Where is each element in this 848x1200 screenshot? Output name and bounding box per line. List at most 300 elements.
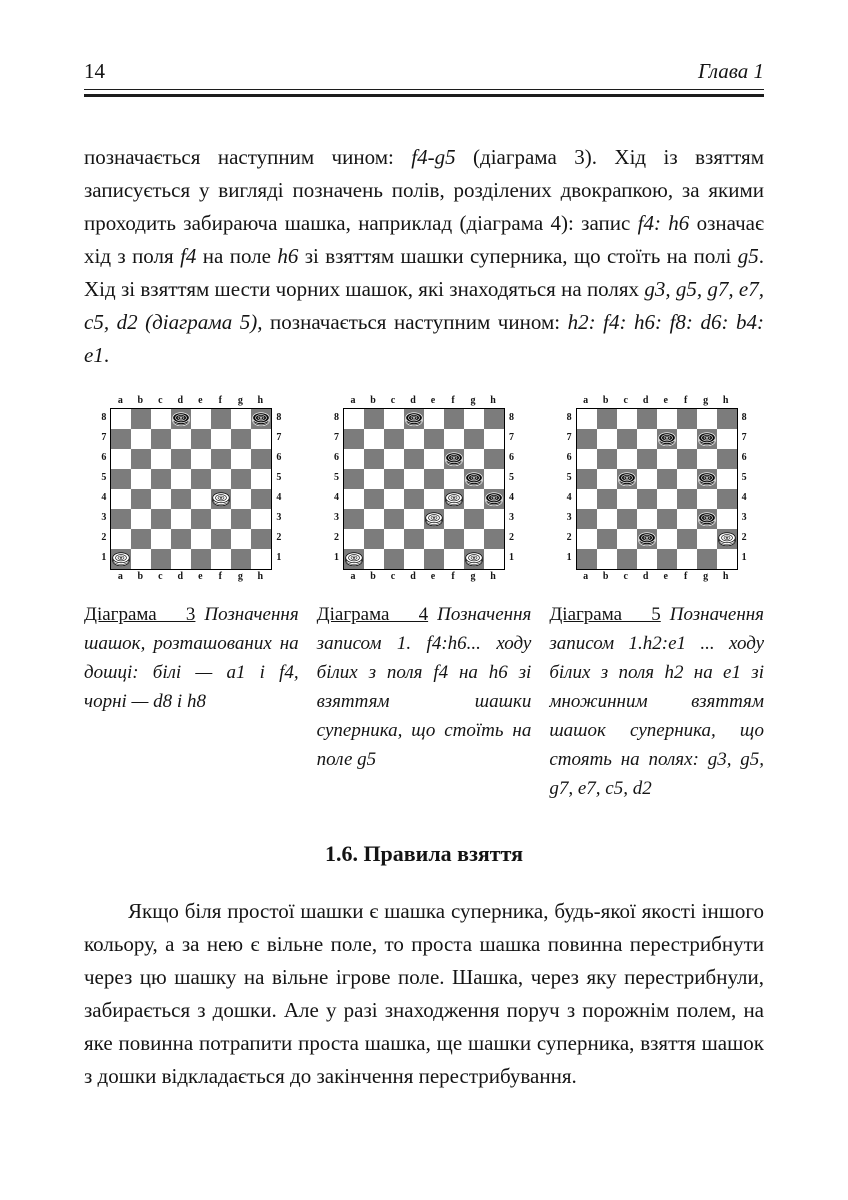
board-cell-h4 (717, 489, 737, 509)
checkers-board-4 (330, 394, 518, 584)
board-cell-e8 (191, 409, 211, 429)
diagram-column-5 (549, 394, 764, 803)
board-cell-a7 (344, 429, 364, 449)
board-cell-g4 (464, 489, 484, 509)
board-col-label-c: c (158, 395, 163, 406)
board-cell-f6 (444, 449, 464, 469)
board-cell-b1 (597, 549, 617, 569)
board-cell-h4 (251, 489, 271, 509)
board-col-labels (330, 570, 518, 584)
board-cell-d4 (404, 489, 424, 509)
checker-piece-white (111, 549, 131, 569)
board-cell-f1 (444, 549, 464, 569)
board-row-label-5: 5 (741, 472, 747, 483)
board-cell-g2 (231, 529, 251, 549)
checker-piece-white (344, 549, 364, 569)
board-col-label-g: g (703, 571, 709, 582)
board-corner (97, 394, 110, 408)
board-cell-f2 (211, 529, 231, 549)
diagram-caption-text-3: Позначення шашок, розташованих на дошці: білі — a1 і f4, чорні — d8 і h8 (84, 604, 299, 712)
board-cell-f4 (677, 489, 697, 509)
board-cell-f7 (677, 429, 697, 449)
board-cell-f2 (444, 529, 464, 549)
board-cell-f8 (444, 409, 464, 429)
board-cell-h8 (251, 409, 271, 429)
board-col-label-f: f (451, 395, 455, 406)
board-cell-d3 (171, 509, 191, 529)
board-cell-f6 (211, 449, 231, 469)
diagram-caption-text-4: Позначення записом 1. f4:h6... ходу білих з поля f4 на h6 зі взяттям шашки суперника, що стоїть на поле g5 (316, 604, 532, 770)
board-col-label-b: b (137, 571, 144, 582)
board-cell-h2 (717, 529, 737, 549)
board-row-label-6: 6 (509, 452, 514, 463)
text-run: . (103, 343, 110, 367)
board-cell-d4 (637, 489, 657, 509)
board-cell-g4 (697, 489, 717, 509)
board-col-label-c: c (158, 571, 163, 582)
checker-piece-black (697, 509, 717, 529)
board-row-label-7: 7 (566, 432, 572, 443)
board-col-label-b: b (602, 395, 609, 406)
diagram-column-3 (84, 394, 299, 803)
board-row-label-8: 8 (101, 412, 107, 423)
board-cell-b2 (131, 529, 151, 549)
board-cell-a2 (344, 529, 364, 549)
board-cell-f3 (677, 509, 697, 529)
board-cell-c2 (384, 529, 404, 549)
board-row-label-8: 8 (276, 412, 282, 423)
board-cell-g6 (697, 449, 717, 469)
board-col-label-b: b (370, 571, 376, 582)
board-cell-g4 (231, 489, 251, 509)
board-cell-h3 (484, 509, 504, 529)
board-cell-e1 (657, 549, 677, 569)
board-cell-d5 (404, 469, 424, 489)
board-cell-e4 (191, 489, 211, 509)
board-col-label-b: b (137, 395, 144, 406)
board-col-labels (97, 570, 285, 584)
board-cell-e5 (424, 469, 444, 489)
board-cell-h2 (251, 529, 271, 549)
board-col-label-a: a (117, 395, 123, 406)
board-cell-d5 (171, 469, 191, 489)
board-middle (97, 408, 285, 570)
board-cell-e3 (424, 509, 444, 529)
board-middle (330, 408, 518, 570)
checker-piece-white (211, 489, 231, 509)
board-row-label-1: 1 (741, 552, 747, 563)
board-rank-3 (577, 509, 737, 529)
text-run: f4-g5 (411, 145, 456, 169)
board-cell-h1 (484, 549, 504, 569)
board-col-label-e: e (663, 571, 668, 582)
text-run: на поле (196, 244, 278, 268)
board-col-label-g: g (470, 571, 476, 582)
board-cell-a4 (111, 489, 131, 509)
board-cell-f4 (211, 489, 231, 509)
board-cell-c6 (151, 449, 171, 469)
board-cell-g6 (231, 449, 251, 469)
board-cell-g5 (231, 469, 251, 489)
board-rank-1 (577, 549, 737, 569)
text-run: зі взяттям шашки суперника, що стоїть на полі (298, 244, 738, 268)
board-cell-b4 (364, 489, 384, 509)
board-row-label-6: 6 (566, 452, 572, 463)
board-cell-c1 (617, 549, 637, 569)
board-col-label-c: c (390, 571, 396, 582)
header-rule-thick (84, 94, 764, 97)
board-cell-a6 (577, 449, 597, 469)
board-cell-a7 (111, 429, 131, 449)
board-col-label-a: a (350, 571, 356, 582)
board-corner (330, 394, 343, 408)
board-col-label-d: d (642, 395, 649, 406)
diagram-caption-text-5: Позначення записом 1.h2:e1 ... ходу білих з поля h2 на e1 зі множинним взяттям шашок суперника, що стоять на полях: g3, g5, g7, e7, c5, d2 (549, 604, 765, 799)
board-corner (503, 570, 516, 584)
diagram-label-4: Діаграма 4 (316, 604, 429, 625)
board-cell-c1 (384, 549, 404, 569)
board-col-label-e: e (663, 395, 668, 406)
board-cell-a5 (577, 469, 597, 489)
board-row-label-1: 1 (101, 552, 107, 563)
header-rule-thin (84, 89, 764, 90)
board-col-label-e: e (198, 571, 203, 582)
board-cell-d1 (637, 549, 657, 569)
diagram-caption-3 (84, 600, 299, 716)
board-row-label-1: 1 (276, 552, 282, 563)
board-cell-b4 (131, 489, 151, 509)
board-cell-d6 (637, 449, 657, 469)
board-cell-a1 (577, 549, 597, 569)
board-rank-2 (111, 529, 271, 549)
board-row-label-2: 2 (741, 532, 747, 543)
text-run: позначається наступним чином: (262, 310, 568, 334)
checker-piece-black (171, 409, 191, 429)
board-cell-c2 (151, 529, 171, 549)
board-row-label-4: 4 (741, 492, 747, 503)
board-cell-e3 (191, 509, 211, 529)
board-cell-a6 (111, 449, 131, 469)
board-row-label-3: 3 (509, 512, 514, 523)
board-cell-f8 (211, 409, 231, 429)
board-corner (736, 570, 749, 584)
board-cell-h7 (251, 429, 271, 449)
board-cell-g7 (231, 429, 251, 449)
board-col-label-h: h (722, 571, 729, 582)
page-number: 14 (84, 59, 105, 83)
board-middle (563, 408, 751, 570)
board-cell-c6 (384, 449, 404, 469)
board-cell-c7 (151, 429, 171, 449)
board-rank-1 (111, 549, 271, 569)
board-cell-e2 (191, 529, 211, 549)
board-cell-h6 (717, 449, 737, 469)
board-cell-c8 (617, 409, 637, 429)
board-col-label-f: f (684, 395, 688, 406)
board-cell-a8 (344, 409, 364, 429)
board-cell-a6 (344, 449, 364, 469)
board-row-label-3: 3 (741, 512, 747, 523)
board-cell-c3 (384, 509, 404, 529)
board-cell-f3 (211, 509, 231, 529)
board-cell-b5 (131, 469, 151, 489)
board-row-labels-left (330, 408, 343, 570)
board-cell-h6 (251, 449, 271, 469)
checker-piece-white (464, 549, 484, 569)
board-col-label-h: h (490, 395, 496, 406)
diagrams-row (84, 394, 764, 803)
paragraph-notation (84, 141, 764, 372)
board-cell-g6 (464, 449, 484, 469)
board-cell-d7 (171, 429, 191, 449)
board-rank-2 (344, 529, 504, 549)
board-cell-a3 (577, 509, 597, 529)
board-cell-h3 (717, 509, 737, 529)
board-row-label-6: 6 (741, 452, 747, 463)
board-cell-e6 (657, 449, 677, 469)
board-row-label-8: 8 (566, 412, 572, 423)
board-cell-a3 (111, 509, 131, 529)
board-cell-c5 (151, 469, 171, 489)
board-col-label-h: h (257, 395, 264, 406)
board-cell-f8 (677, 409, 697, 429)
board-col-labels (563, 570, 751, 584)
board-cell-e3 (657, 509, 677, 529)
board-col-label-g: g (237, 395, 243, 406)
board-col-label-f: f (218, 395, 222, 406)
board-cell-c3 (617, 509, 637, 529)
board-rank-5 (344, 469, 504, 489)
board-cell-b5 (597, 469, 617, 489)
board-cell-g1 (697, 549, 717, 569)
board-rank-6 (344, 449, 504, 469)
board-cell-b1 (364, 549, 384, 569)
board-cell-e2 (424, 529, 444, 549)
board-rank-6 (577, 449, 737, 469)
board-cell-f6 (677, 449, 697, 469)
board-row-label-4: 4 (334, 492, 339, 503)
board-col-labels (330, 394, 518, 408)
board-row-label-1: 1 (566, 552, 572, 563)
board-col-label-c: c (623, 395, 628, 406)
board-cell-a3 (344, 509, 364, 529)
board-col-label-g: g (703, 395, 709, 406)
board-row-label-7: 7 (741, 432, 747, 443)
board-row-label-7: 7 (101, 432, 107, 443)
board-col-label-e: e (198, 395, 203, 406)
board-cell-d3 (637, 509, 657, 529)
board-cell-b3 (131, 509, 151, 529)
board-cell-g8 (464, 409, 484, 429)
board-rank-8 (577, 409, 737, 429)
board-row-label-3: 3 (334, 512, 339, 523)
board-col-label-d: d (410, 395, 416, 406)
board-cell-f1 (211, 549, 231, 569)
board-rank-3 (111, 509, 271, 529)
checker-piece-white (444, 489, 464, 509)
section-heading: 1.6. Правила взяття (324, 841, 524, 866)
board-cell-b8 (364, 409, 384, 429)
checker-piece-black (697, 469, 717, 489)
board-cell-d3 (404, 509, 424, 529)
board-cell-d6 (171, 449, 191, 469)
board-cell-c7 (384, 429, 404, 449)
board-cell-a5 (344, 469, 364, 489)
board-cell-c7 (617, 429, 637, 449)
board-cell-e6 (191, 449, 211, 469)
board-col-labels (97, 394, 285, 408)
board-cell-g5 (464, 469, 484, 489)
board-col-label-d: d (177, 395, 184, 406)
board-corner (270, 394, 283, 408)
board-rank-3 (344, 509, 504, 529)
board-cell-g2 (464, 529, 484, 549)
board-cell-a4 (344, 489, 364, 509)
board-cell-e8 (657, 409, 677, 429)
board-rank-7 (111, 429, 271, 449)
board-row-label-2: 2 (276, 532, 282, 543)
board-cell-d5 (637, 469, 657, 489)
board-rank-8 (344, 409, 504, 429)
checkers-grid (576, 408, 738, 570)
board-cell-g8 (697, 409, 717, 429)
board-row-label-7: 7 (276, 432, 282, 443)
board-cell-b4 (597, 489, 617, 509)
board-cell-f4 (444, 489, 464, 509)
board-col-label-b: b (370, 395, 376, 406)
board-cell-e7 (657, 429, 677, 449)
board-corner (270, 570, 283, 584)
paragraph-capture-rules: Якщо біля простої шашки є шашка суперника, будь-якої якості іншого кольору, а за нею є вільне поле, то проста шашка повинна перестрибнути через цю шашку на вільне ігрове поле. Шашка, через яку перестрибнули, забирається з дошки. Але у разі знаходження поруч з порожнім полем, на яке повинна потрапити проста шашка, ще шашки суперника, взяття шашок з дошки відкладається до закінчення перестрибування. (84, 899, 764, 1088)
board-row-label-8: 8 (741, 412, 747, 423)
board-row-label-4: 4 (276, 492, 282, 503)
board-col-label-e: e (430, 395, 436, 406)
board-cell-b6 (131, 449, 151, 469)
board-rank-5 (111, 469, 271, 489)
board-cell-f3 (444, 509, 464, 529)
board-corner (736, 394, 749, 408)
board-col-label-e: e (430, 571, 436, 582)
diagram-label-5: Діаграма 5 (549, 604, 661, 625)
text-run: означає хід з поля (84, 211, 764, 268)
checker-piece-black (617, 469, 637, 489)
board-cell-h5 (251, 469, 271, 489)
diagram-column-4 (317, 394, 532, 803)
board-cell-g3 (231, 509, 251, 529)
board-col-label-h: h (490, 571, 496, 582)
board-cell-g3 (697, 509, 717, 529)
board-cell-c8 (151, 409, 171, 429)
board-cell-b6 (364, 449, 384, 469)
text-run: h2: f4: h6: f8: d6: b4: e1 (84, 310, 764, 367)
board-cell-b8 (597, 409, 617, 429)
board-cell-e4 (657, 489, 677, 509)
board-cell-b6 (597, 449, 617, 469)
board-col-label-a: a (117, 571, 123, 582)
board-row-label-3: 3 (566, 512, 572, 523)
board-cell-c1 (151, 549, 171, 569)
board-cell-d6 (404, 449, 424, 469)
text-run: f4 (180, 244, 197, 268)
board-cell-h5 (717, 469, 737, 489)
board-cell-h7 (484, 429, 504, 449)
board-cell-a1 (111, 549, 131, 569)
board-cell-b2 (597, 529, 617, 549)
board-col-labels (563, 394, 751, 408)
board-row-label-8: 8 (509, 412, 514, 423)
board-cell-e6 (424, 449, 444, 469)
board-row-label-1: 1 (509, 552, 514, 563)
board-cell-d8 (637, 409, 657, 429)
board-cell-g7 (464, 429, 484, 449)
board-cell-d2 (171, 529, 191, 549)
board-cell-h1 (717, 549, 737, 569)
board-cell-f5 (211, 469, 231, 489)
checker-piece-black (657, 429, 677, 449)
checkers-grid (343, 408, 505, 570)
board-rank-7 (577, 429, 737, 449)
board-row-label-4: 4 (566, 492, 572, 503)
board-col-label-b: b (602, 571, 609, 582)
board-cell-h1 (251, 549, 271, 569)
board-cell-b7 (364, 429, 384, 449)
checker-piece-black (251, 409, 271, 429)
board-corner (563, 394, 576, 408)
checkers-grid (110, 408, 272, 570)
checkers-board-3 (97, 394, 285, 584)
board-corner (97, 570, 110, 584)
board-cell-g2 (697, 529, 717, 549)
board-row-label-5: 5 (334, 472, 339, 483)
board-cell-f5 (677, 469, 697, 489)
board-cell-b3 (597, 509, 617, 529)
board-cell-b1 (131, 549, 151, 569)
board-row-label-6: 6 (101, 452, 107, 463)
board-cell-f7 (211, 429, 231, 449)
board-cell-f5 (444, 469, 464, 489)
text-run: . Хід зі взяттям шести чорних шашок, які знаходяться на полях (84, 244, 765, 301)
board-row-label-5: 5 (101, 472, 107, 483)
board-row-label-5: 5 (509, 472, 514, 483)
board-cell-d2 (637, 529, 657, 549)
board-cell-c4 (384, 489, 404, 509)
board-cell-d7 (637, 429, 657, 449)
page-header (84, 58, 764, 84)
board-row-label-6: 6 (276, 452, 282, 463)
board-col-label-f: f (684, 571, 688, 582)
board-rank-2 (577, 529, 737, 549)
board-col-label-h: h (257, 571, 264, 582)
board-cell-e7 (191, 429, 211, 449)
text-run: g5 (737, 244, 759, 268)
board-cell-g7 (697, 429, 717, 449)
diagram-label-3: Діаграма 3 (84, 604, 196, 625)
text-run: f4: h6 (637, 211, 690, 235)
board-cell-g5 (697, 469, 717, 489)
text-run: (діаграма 3). Хід із взяттям записується у вигляді позначень полів, розділених двокрапкою, за якими проходить забираюча шашка, наприклад (діаграма 4): запис (84, 145, 764, 235)
board-cell-e4 (424, 489, 444, 509)
board-row-label-5: 5 (566, 472, 572, 483)
board-cell-d8 (171, 409, 191, 429)
board-col-label-f: f (451, 571, 455, 582)
board-col-label-d: d (642, 571, 649, 582)
board-cell-h7 (717, 429, 737, 449)
board-cell-g1 (464, 549, 484, 569)
board-cell-d2 (404, 529, 424, 549)
board-rank-4 (577, 489, 737, 509)
board-cell-e5 (191, 469, 211, 489)
board-row-label-2: 2 (101, 532, 107, 543)
